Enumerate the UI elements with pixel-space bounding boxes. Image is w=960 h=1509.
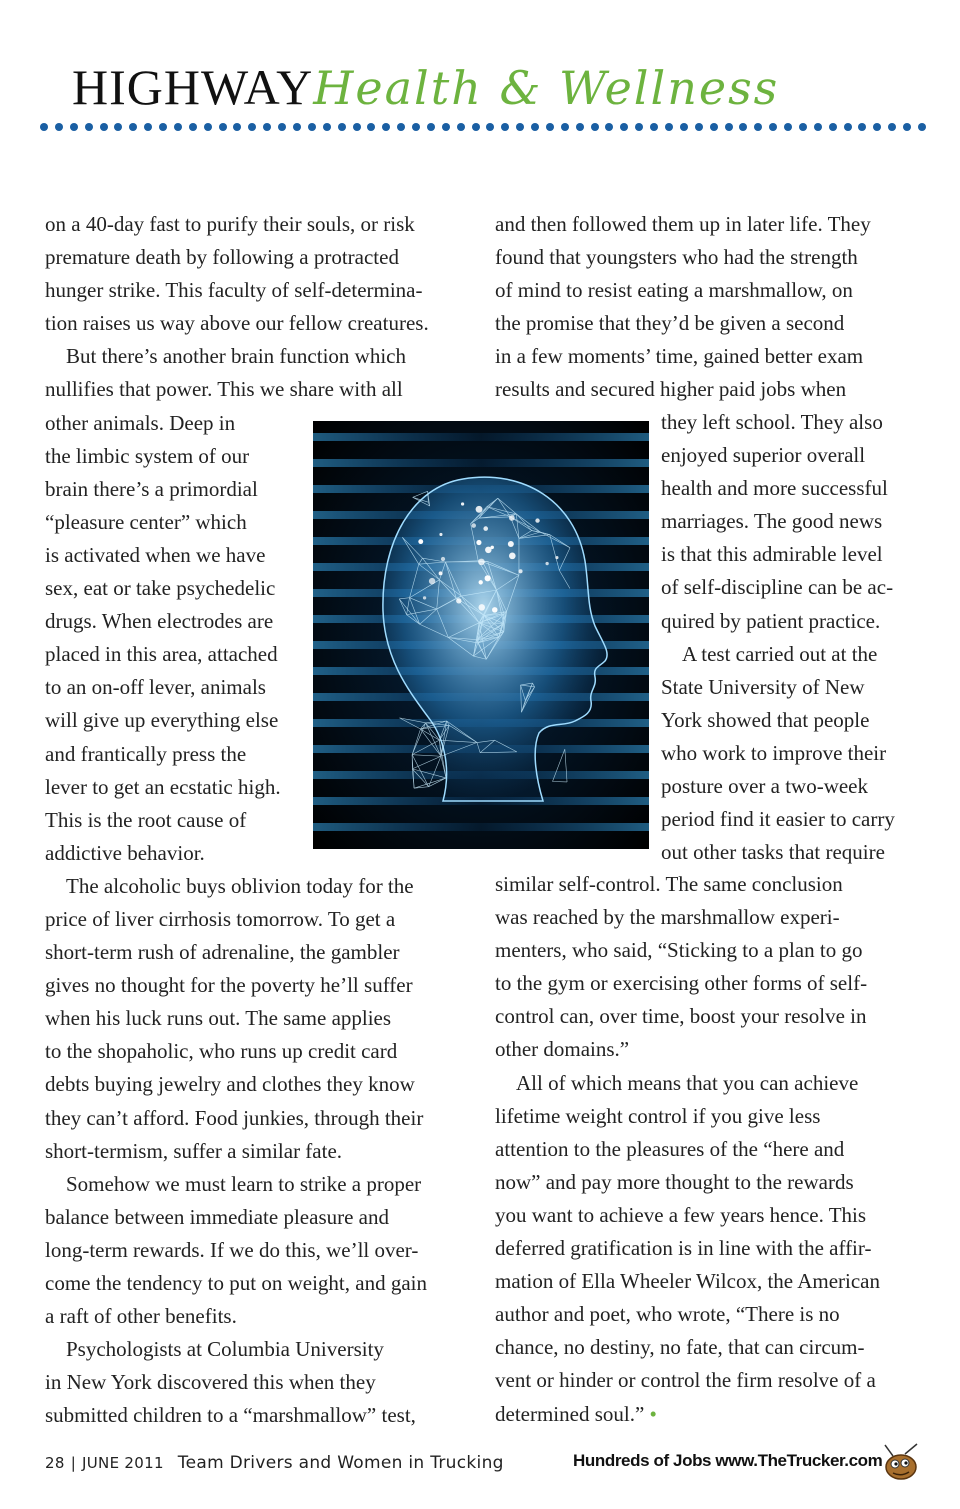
divider-dot (412, 123, 420, 131)
text-line: to the shopaholic, who runs up credit card (45, 1039, 398, 1064)
text-line: come the tendency to put on weight, and gain (45, 1271, 427, 1295)
divider-dot (248, 123, 256, 131)
text-line: sex, eat or take psychedelic (45, 576, 276, 601)
article-right-column-bottom (495, 868, 925, 1431)
divider-dot (85, 123, 93, 131)
text-line: “pleasure center” which (45, 509, 247, 534)
text-line: Psychologists at Columbia University (45, 1337, 384, 1362)
divider-dot (114, 123, 122, 131)
divider-dot (531, 123, 539, 131)
divider-dot (367, 123, 375, 131)
publication-name: Team Drivers and Women in Trucking (177, 1453, 504, 1473)
text-line: of mind to resist eating a marshmallow, on (495, 278, 853, 303)
divider-dot (680, 123, 688, 131)
text-line: drugs. When electrodes are (45, 609, 274, 634)
text-line: is that this admirable level (661, 542, 883, 567)
text-line: short-termism, suffer a similar fate. (45, 1138, 343, 1163)
divider-dot (576, 123, 584, 131)
text-line: gives no thought for the poverty he’ll suffer (45, 973, 413, 998)
text-line: nullifies that power. This we share with all (45, 377, 403, 402)
trucker-bug-logo-icon (879, 1442, 923, 1482)
divider-dot (650, 123, 658, 131)
text-line: submitted children to a “marshmallow” test, (45, 1403, 416, 1428)
text-line: attention to the pleasures of the “here and (495, 1136, 845, 1161)
text-line: similar self-control. The same conclusion (495, 872, 843, 896)
text-line: A test carried out at the (661, 641, 878, 666)
text-line: debts buying jewelry and clothes they know (45, 1072, 415, 1097)
text-line: and then followed them up in later life. They (495, 212, 871, 236)
divider-dot (620, 123, 628, 131)
text-line: out other tasks that require (661, 840, 885, 865)
neuron-spark (545, 562, 548, 565)
text-line: found that youngsters who had the strength (495, 245, 858, 270)
divider-dot (427, 123, 435, 131)
text-line: in New York discovered this when they (45, 1370, 376, 1395)
divider-dot (739, 123, 747, 131)
neuron-spark (485, 575, 491, 581)
text-line: author and poet, who wrote, “There is no (495, 1302, 840, 1327)
text-line: control can, over time, boost your resolve in (495, 1004, 867, 1029)
text-line: the limbic system of our (45, 443, 250, 468)
divider-dot (457, 123, 465, 131)
text-line: long-term rewards. If we do this, we’ll over- (45, 1237, 419, 1262)
text-line: price of liver cirrhosis tomorrow. To get a (45, 906, 396, 931)
text-line: All of which means that you can achieve (495, 1070, 859, 1095)
divider-dot (591, 123, 599, 131)
text-line: Somehow we must learn to strike a proper (45, 1171, 422, 1196)
text-line: who work to improve their (661, 740, 887, 765)
text-line: lifetime weight control if you give less (495, 1103, 821, 1128)
divider-dot (219, 123, 227, 131)
text-line: balance between immediate pleasure and (45, 1204, 389, 1229)
end-mark: • (644, 1401, 657, 1426)
divider-dot (278, 123, 286, 131)
neuron-spark (461, 502, 464, 505)
text-line: lever to get an ecstatic high. (45, 774, 281, 799)
text-line: tion raises us way above our fellow creatures. (45, 311, 429, 336)
divider-dot (40, 123, 48, 131)
neuron-spark (439, 533, 442, 536)
neuron-spark (509, 515, 515, 521)
masthead (72, 58, 779, 118)
neuron-spark (483, 526, 488, 531)
text-line: in a few moments’ time, gained better exam (495, 344, 864, 369)
text-line: results and secured higher paid jobs when (495, 377, 847, 402)
neuron-spark (479, 580, 483, 584)
divider-dot (382, 123, 390, 131)
text-line: menters, who said, “Sticking to a plan to go (495, 938, 863, 963)
divider-dot (605, 123, 613, 131)
divider-dot (858, 123, 866, 131)
neuron-spark (429, 578, 435, 584)
text-line: hunger strike. This faculty of self-determina- (45, 278, 423, 303)
divider-dot (353, 123, 361, 131)
divider-dot (561, 123, 569, 131)
text-line: to an on-off lever, animals (45, 675, 266, 700)
neuron-spark (478, 604, 485, 611)
neuron-spark (478, 559, 485, 566)
divider-dot (442, 123, 450, 131)
text-line: on a 40-day fast to purify their souls, or risk (45, 212, 415, 236)
divider-dot (769, 123, 777, 131)
text-line: health and more successful (661, 476, 888, 501)
divider-dot (799, 123, 807, 131)
divider-dot (725, 123, 733, 131)
divider-dot (189, 123, 197, 131)
text-line: short-term rush of adrenaline, the gambler (45, 940, 400, 965)
text-line: other animals. Deep in (45, 410, 236, 435)
divider-dot (814, 123, 822, 131)
text-line: marriages. The good news (661, 509, 883, 534)
neuron-spark (535, 518, 539, 522)
divider-dot (665, 123, 673, 131)
glow-stripe (313, 459, 649, 467)
footer-promo: Hundreds of Jobs www.TheTrucker.com (573, 1451, 883, 1470)
neuron-spark (418, 539, 423, 544)
divider-dot (323, 123, 331, 131)
text-line: premature death by following a protracted (45, 245, 399, 270)
issue-date: JUNE 2011 (82, 1454, 164, 1472)
divider-dot (397, 123, 405, 131)
text-line: to the gym or exercising other forms of self- (495, 971, 868, 996)
divider-dot (55, 123, 63, 131)
text-line: But there’s another brain function which (45, 344, 406, 369)
divider-dot (233, 123, 241, 131)
text-line: other domains.” (495, 1037, 630, 1062)
neuron-spark (509, 553, 516, 560)
divider-dot (918, 123, 926, 131)
text-line: vent or hinder or control the firm resolve of a (495, 1368, 876, 1393)
text-line: The alcoholic buys oblivion today for the (45, 873, 414, 898)
neuron-spark (555, 556, 558, 559)
divider-dot (129, 123, 137, 131)
neuron-spark (476, 506, 483, 513)
page-footer (45, 1448, 925, 1488)
text-line: was reached by the marshmallow experi- (495, 905, 840, 930)
divider-dot (338, 123, 346, 131)
brain-head-illustration (313, 421, 649, 849)
text-line: is activated when we have (45, 542, 266, 567)
masthead-subtitle: Health & Wellness (313, 61, 780, 115)
glow-stripe (313, 433, 649, 441)
neuron-spark (423, 596, 426, 599)
divider-dot (174, 123, 182, 131)
text-line: determined soul.” • (495, 1401, 657, 1426)
text-line: period find it easier to carry (661, 807, 895, 832)
neuron-spark (508, 541, 514, 547)
text-line: you want to achieve a few years hence. This (495, 1202, 867, 1227)
text-line: State University of New (661, 674, 865, 699)
divider-dot (695, 123, 703, 131)
text-line: and frantically press the (45, 741, 247, 766)
divider-dot (844, 123, 852, 131)
divider-dot (784, 123, 792, 131)
text-line: of self-discipline can be ac- (661, 575, 894, 600)
divider-dot (635, 123, 643, 131)
text-line: brain there’s a primordial (45, 476, 258, 501)
divider-dot (754, 123, 762, 131)
divider-dot (873, 123, 881, 131)
neuron-spark (471, 523, 476, 528)
divider-dot (263, 123, 271, 131)
divider-dot (516, 123, 524, 131)
text-line: a raft of other benefits. (45, 1304, 237, 1329)
neuron-spark (456, 598, 461, 603)
text-line: chance, no destiny, no fate, that can circum- (495, 1335, 865, 1360)
text-line: posture over a two-week (661, 774, 869, 799)
neuron-spark (492, 607, 498, 613)
text-line: deferred gratification is in line with the affir- (495, 1236, 872, 1261)
masthead-title: HIGHWAY (72, 59, 314, 115)
neuron-spark (476, 540, 481, 545)
divider-dot (829, 123, 837, 131)
article-right-column-top (495, 208, 925, 407)
text-line: will give up everything else (45, 708, 279, 733)
divider-dot (710, 123, 718, 131)
divider-dot (159, 123, 167, 131)
glow-stripe (313, 823, 649, 831)
divider-dot (472, 123, 480, 131)
divider-dot (486, 123, 494, 131)
text-line: when his luck runs out. The same applies (45, 1006, 392, 1031)
dotted-divider (40, 121, 926, 133)
divider-dot (144, 123, 152, 131)
text-line: addictive behavior. (45, 840, 205, 865)
divider-dot (888, 123, 896, 131)
neuron-spark (519, 569, 523, 573)
text-line: now” and pay more thought to the rewards (495, 1169, 854, 1194)
text-line: enjoyed superior overall (661, 443, 866, 468)
page-number: 28 (45, 1454, 65, 1472)
text-line: quired by patient practice. (661, 608, 881, 633)
text-line: they can’t afford. Food junkies, through their (45, 1105, 424, 1130)
footer-left (45, 1453, 504, 1473)
divider-dot (100, 123, 108, 131)
divider-dot (903, 123, 911, 131)
text-line: This is the root cause of (45, 807, 247, 832)
divider-dot (501, 123, 509, 131)
divider-dot (293, 123, 301, 131)
divider-dot (204, 123, 212, 131)
text-line: mation of Ella Wheeler Wilcox, the American (495, 1269, 880, 1294)
divider-dot (308, 123, 316, 131)
article-right-column-wrap (661, 406, 926, 869)
text-line: York showed that people (661, 707, 870, 732)
neuron-spark (439, 571, 443, 575)
divider-dot (70, 123, 78, 131)
neuron-spark (485, 547, 492, 554)
footer-separator: | (70, 1454, 77, 1472)
text-line: the promise that they’d be given a second (495, 311, 845, 336)
text-line: placed in this area, attached (45, 642, 278, 667)
neuron-spark (441, 557, 445, 561)
text-line: they left school. They also (661, 410, 883, 434)
divider-dot (546, 123, 554, 131)
